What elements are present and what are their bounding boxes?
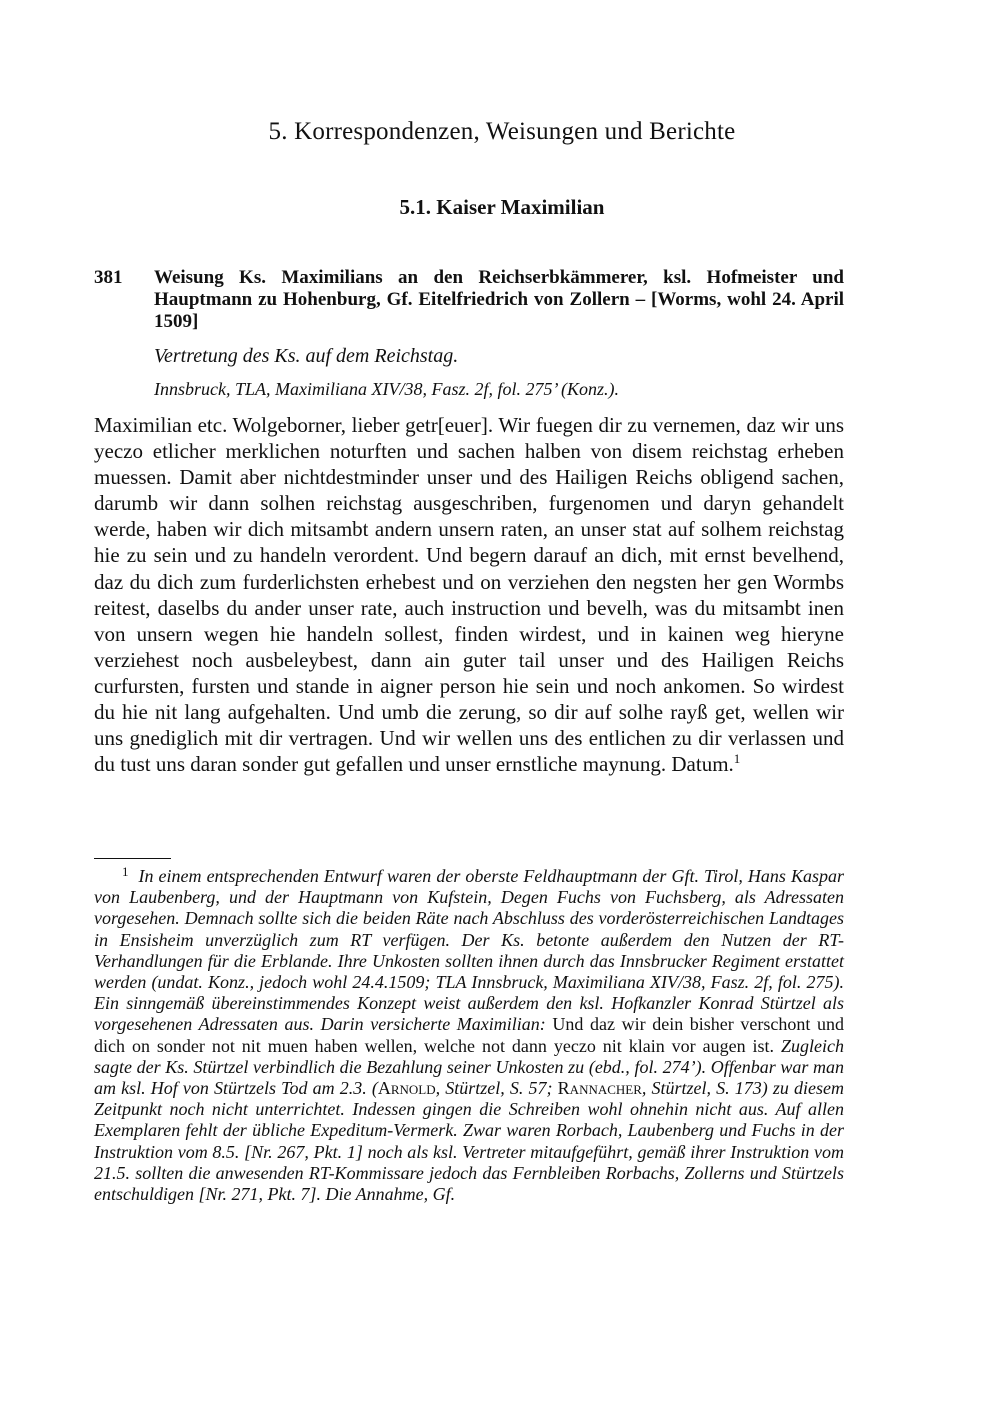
footnote-number: 1 (122, 864, 129, 879)
footnote-text-part3: , Stürtzel, S. 57; (435, 1078, 553, 1099)
footnote-author-rannacher: Rannacher (557, 1078, 642, 1099)
footnote-reference[interactable]: 1 (733, 751, 741, 767)
document-source: Innsbruck, TLA, Maximiliana XIV/38, Fasz. 2f, fol. 275’ (Konz.). (154, 379, 619, 399)
footnote-author-arnold: Arnold (377, 1078, 436, 1099)
footnote-quote: Und daz wir dein bisher verschont und dich on sonder not nit muen haben wellen, welche not dann yeczo nit klain vor augen ist. (94, 1014, 844, 1056)
document-number: 381 (94, 267, 123, 288)
section-title: 5.1. Kaiser Maximilian (399, 195, 605, 219)
footnote-text-part2: Zugleich sagte der Ks. Stürtzel verbindlich die Bezahlung seiner Unkosten zu (ebd., fol. 274’). Offenbar war man am ksl. Hof von Stürtzels Tod am 2.3. ( (94, 1035, 845, 1099)
footnote-text-part4: , Stürtzel, S. 173) zu diesem Zeitpunkt noch nicht unterrichtet. Indessen gingen die Schreiben wohl ohnehin nicht aus. Auf allen Exemplaren fehlt der übliche Expeditum-Vermerk. Zwar waren Rorbach, Laubenberg und Fuchs in der Instruktion vom 8.5. [Nr. 267, Pkt. 1] noch als ksl. Vertreter mitaufgeführt, gemäß ihrer Instruktion vom 21.5. sollten die anwesenden RT-Kommissare jedoch das Fernbleiben Rorbachs, Zollerns und Stürtzels entschuldigen [Nr. 271, Pkt. 7]. Die Annahme, Gf. (94, 1078, 845, 1205)
footnote-divider (94, 858, 171, 859)
document-heading: Weisung Ks. Maximilians an den Reichserbkämmerer, ksl. Hofmeister und Hauptmann zu Hohenburg, Gf. Eitelfriedrich von Zollern – [Worms, wohl 24. April 1509] (154, 267, 844, 332)
document-body (94, 412, 844, 777)
footnote-text-part1: In einem entsprechenden Entwurf waren der oberste Feldhauptmann der Gft. Tirol, Hans Kaspar von Laubenberg, und der Hauptmann von Kufstein, Degen Fuchs von Fuchsberg, als Adressaten vorgesehen. Demnach sollte sich die beiden Räte nach Abschluss des vorderösterreichischen Landtages in Ensisheim unverzüglich zum RT verfügen. Der Ks. betonte außerdem den Nutzen der RT-Verhandlungen für die Erblande. Ihre Unkosten sollten ihnen durch das Innsbrucker Regiment erstattet werden (undat. Konz., jedoch wohl 24.4.1509; TLA Innsbruck, Maximiliana XIV/38, Fasz. 2f, fol. 275). Ein sinngemäß übereinstimmendes Konzept weist außerdem den ksl. Hofkanzler Konrad Stürtzel als vorgesehenen Adressaten aus. Darin versicherte Maximilian: (94, 866, 844, 1035)
body-text: Maximilian etc. Wolgeborner, lieber getr[euer]. Wir fuegen dir zu vernemen, daz wir uns yeczo etlicher merklichen noturften und sachen halben von disem reichstag erheben muessen. Damit aber nichtdestminder unser und des Hailigen Reichs obligend sachen, darumb wir dann solhen reichstag ausgeschriben, furgenomen und daryn gehandelt werde, haben wir dich mitsambt andern unsern raten, an unser stat auf solhem reichstag hie zu sein und zu handeln verordent. Und begern darauf an dich, mit ernst bevelhend, daz du dich zum furderlichsten erhebest und on verziehen den negsten her gen Wormbs reitest, daselbs du ander unser rate, auch instruction und bevelh, was du mitsambt inen von unsern wegen hie handeln sollest, finden wirdest, und in kainen weg hieryne verziehest noch ausbeleybest, dann ain guter tail unser und des Hailigen Reichs curfursten, fursten und stande in aigner person hie sein und noch ankomen. So wirdest du hie nit lang aufgehalten. Und umb die zerung, so dir auf solhe rayß get, wellen wir uns gnediglich mit dir vertragen. Und wir wellen uns des entlichen zu dir verlassen und du tust uns daran sonder gut gefallen und unser ernstliche maynung. Datum. (94, 413, 844, 777)
footnote (94, 866, 844, 1205)
chapter-title: 5. Korrespondenzen, Weisungen und Berichte (268, 118, 736, 145)
document-summary: Vertretung des Ks. auf dem Reichstag. (154, 345, 459, 367)
